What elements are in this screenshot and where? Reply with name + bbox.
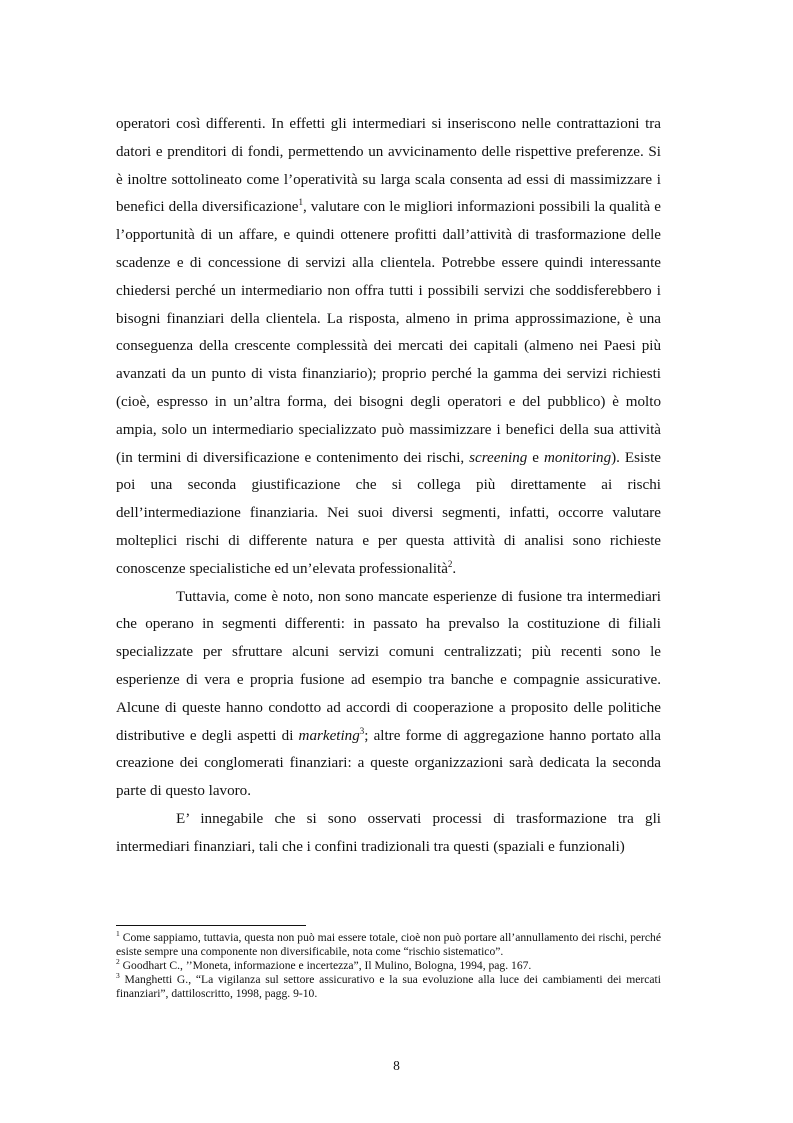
footnote-separator xyxy=(116,925,306,926)
text-run: . xyxy=(452,560,457,577)
footnote-ref-2: 2 xyxy=(447,558,453,569)
footnote-3 xyxy=(116,973,661,1001)
text-run: ). Esiste poi una seconda giustificazione che si collega più direttamente ai rischi dell’intermediazione finanziaria. Nei suoi diversi segmenti, infatti, occorre valutare molteplici rischi di differente natura e per questa attività di analisi sono richieste conoscenze specialistiche ed un’elevata professionalità xyxy=(116,449,661,577)
text-run: ; altre forme di aggregazione hanno portato alla creazione dei conglomerati finanziari: a queste organizzazioni sarà dedicata la seconda parte di questo lavoro. xyxy=(116,727,661,800)
footnote-text: Goodhart C., ’’Moneta, informazione e incertezza”, Il Mulino, Bologna, 1994, pag. 167. xyxy=(119,959,532,972)
emphasis-marketing: marketing xyxy=(298,727,360,744)
text-run: Tuttavia, come è noto, non sono mancate esperienze di fusione tra intermediari che operano in segmenti differenti: in passato ha prevalso la costituzione di filiali specializzate per sfruttare alcuni servizi comuni centralizzati; più recenti sono le esperienze di vera e propria fusione ad esempio tra banche e compagnie assicurative. Alcune di queste hanno condotto ad accordi di cooperazione a proposito delle politiche distributive e degli aspetti di xyxy=(116,588,661,744)
footnote-1 xyxy=(116,931,661,959)
footnote-text: Come sappiamo, tuttavia, questa non può mai essere totale, cioè non può portare all’annullamento dei rischi, perché esiste sempre una componente non diversificabile, nota come “rischio sistematico”. xyxy=(116,931,661,958)
footnote-number: 2 xyxy=(116,957,120,967)
footnote-ref-1: 1 xyxy=(298,197,303,208)
paragraph-1 xyxy=(116,111,661,584)
text-run: operatori così differenti. In effetti gli intermediari si inseriscono nelle contrattazioni tra datori e prenditori di fondi, permettendo un avvicinamento delle rispettive preferenze. Si è inoltre sottolineato come l’operatività su larga scala consenta ad essi di massimizzare i benefici della diversificazione xyxy=(116,116,661,216)
emphasis-monitoring: monitoring xyxy=(544,449,612,466)
footnote-2 xyxy=(116,959,661,973)
emphasis-screening: screening xyxy=(469,449,528,466)
footnote-text: Manghetti G., “La vigilanza sul settore assicurativo e la sua evoluzione alla luce dei cambiamenti dei mercati finanziari”, dattiloscritto, 1998, pagg. 9-10. xyxy=(116,973,661,1000)
footnotes xyxy=(116,931,661,1001)
text-run: e xyxy=(527,449,545,466)
footnote-ref-3: 3 xyxy=(359,725,365,736)
footnote-number: 1 xyxy=(116,929,120,939)
paragraph-3 xyxy=(116,806,661,862)
text-run: E’ innegabile che si sono osservati processi di trasformazione tra gli intermediari finanziari, tali che i confini tradizionali tra questi (spaziali e funzionali) xyxy=(116,810,661,855)
text-run: , valutare con le migliori informazioni possibili la qualità e l’opportunità di un affare, e quindi ottenere profitti dall’attività di trasformazione delle scadenze e di concessione di servizi alla clientela. Potrebbe essere quindi interessante chiedersi perché un intermediario non offra tutti i possibili servizi che soddisferebbero i bisogni finanziari della clientela. La risposta, almeno in prima approssimazione, è una conseguenza della crescente complessità dei mercati dei capitali (almeno nei Paesi più avanzati da un punto di vista finanziario); proprio perché la gamma dei servizi richiesti (cioè, espresso in un’altra forma, dei bisogni degli operatori e del pubblico) è molto ampia, solo un intermediario specializzato può massimizzare i benefici della sua attività (in termini di diversificazione e contenimento dei rischi, xyxy=(116,199,661,466)
footnote-number: 3 xyxy=(116,971,120,981)
page-number: 8 xyxy=(393,1058,400,1073)
body-text xyxy=(116,111,661,862)
paragraph-2 xyxy=(116,584,661,806)
